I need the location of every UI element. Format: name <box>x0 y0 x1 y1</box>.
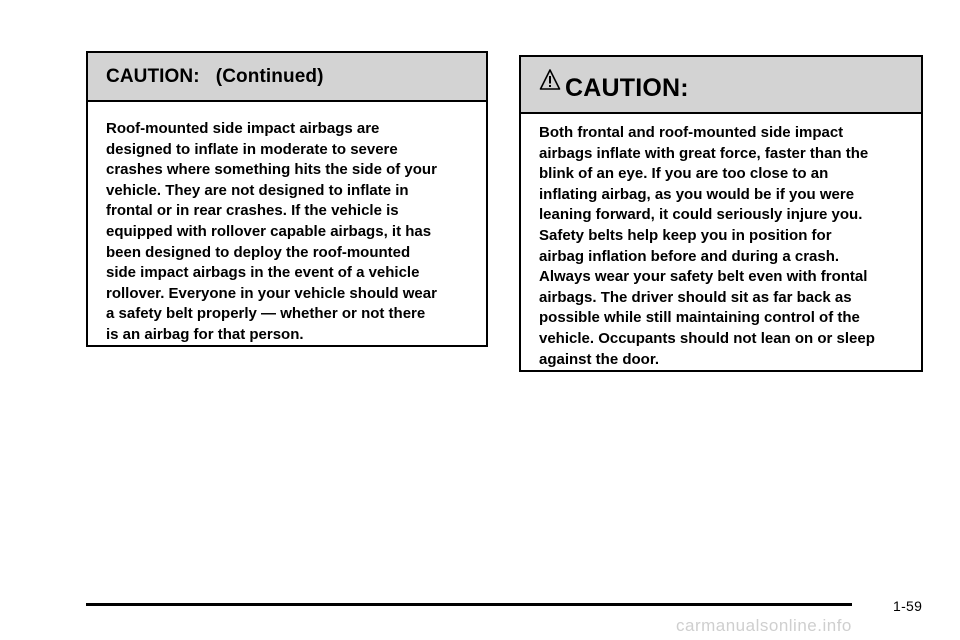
warning-triangle-icon <box>539 68 561 92</box>
caution-box-airbag-force <box>519 55 923 372</box>
caution-title: CAUTION: (Continued) <box>106 65 324 87</box>
caution-header <box>88 53 486 102</box>
watermark: carmanualsonline.info <box>676 616 852 635</box>
caution-box-continued <box>86 51 488 347</box>
caution-body: Both frontal and roof-mounted side impact airbags inflate with great force, faster than the blink of an eye. If you are too close to an inflating airbag, as you would be if you were leaning forward, it could seriously injure you. Safety belts help keep you in position for airbag inflation before and during a crash. Always wear your safety belt even with frontal airbags. The driver should sit as far back as possible while still maintaining control of the vehicle. Occupants should not lean on or sleep against the door. <box>539 124 875 368</box>
caution-header <box>521 57 921 114</box>
caution-title: CAUTION: <box>565 74 689 102</box>
caution-body: Roof-mounted side impact airbags are designed to inflate in moderate to severe crashes where something hits the side of your vehicle. They are not designed to inflate in frontal or in rear crashes. If the vehicle is equipped with rollover capable airbags, it has been designed to deploy the roof-mounted side impact airbags in the event of a vehicle rollover. Everyone in your vehicle should wear a safety belt properly — whether or not there is an airbag for that person. <box>106 120 437 343</box>
page-number: 1-59 <box>893 598 923 614</box>
footer-rule <box>86 603 852 606</box>
